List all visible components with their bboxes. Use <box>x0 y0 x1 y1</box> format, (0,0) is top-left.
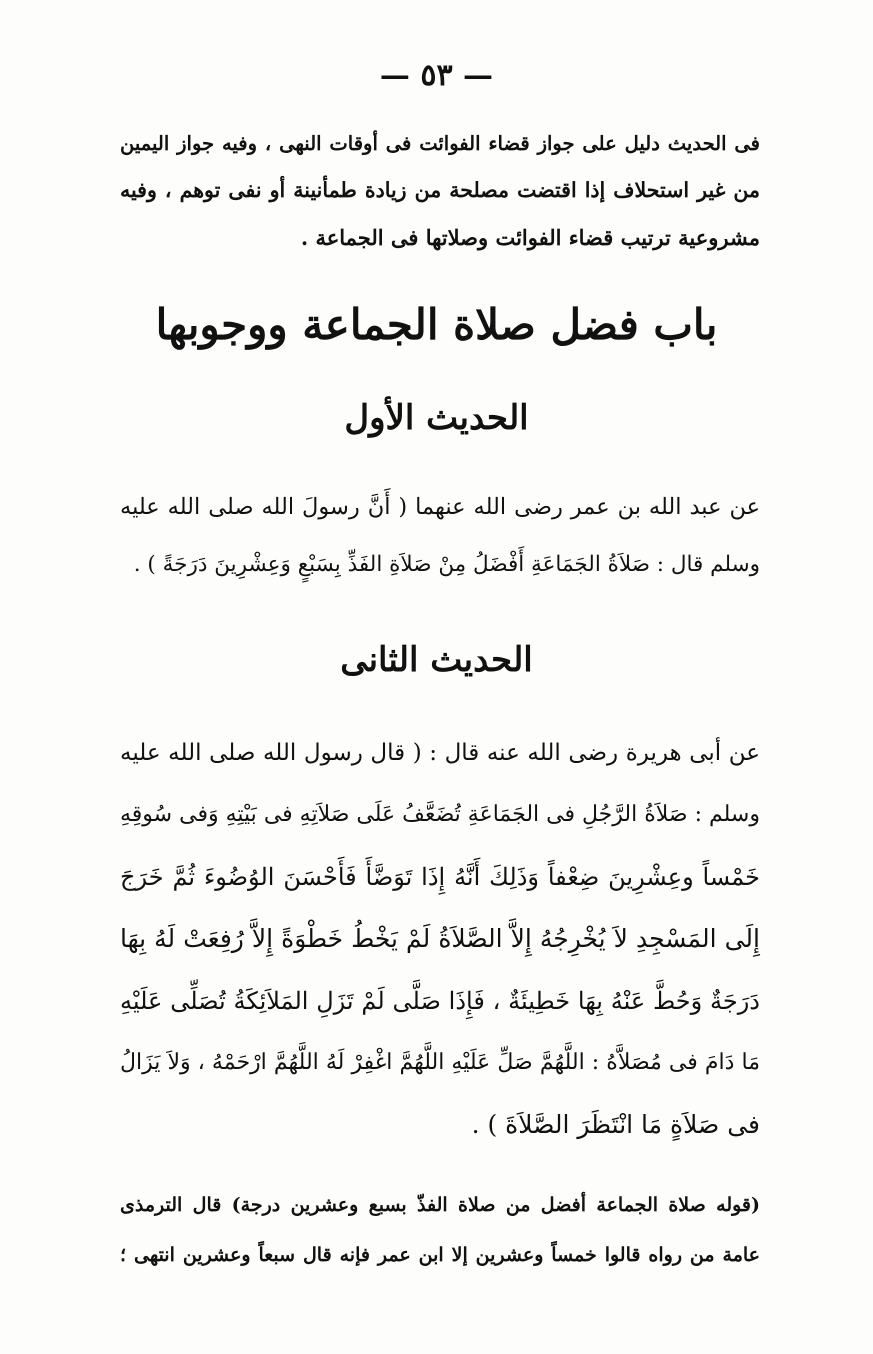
intro-line: فى الحديث دليل على جواز قضاء الفوائت فى أوقات النهى ، وفيه جواز اليمين <box>120 132 760 155</box>
hadith-1-line: عن عبد الله بن عمر رضى الله عنهما ( أَنَّ رسولَ الله صلى الله عليه <box>120 494 760 520</box>
hadith-1-line: وسلم قال : صَلاَةُ الجَمَاعَةِ أَفْضَلُ مِنْ صَلاَةِ الفَذِّ بِسَبْعٍ وَعِشْرِينَ دَرَجَةً ) . <box>133 552 760 577</box>
footnote-line: عامة من رواه قالوا خمساً وعشرين إلا ابن عمر فإنه قال سبعاً وعشرين انتهى ؛ <box>120 1244 760 1266</box>
intro-paragraph <box>120 120 760 261</box>
hadith-2-line: عن أبى هريرة رضى الله عنه قال : ( قال رسول الله صلى الله عليه <box>120 740 760 766</box>
hadith-1-heading: الحديث الأول <box>344 398 529 438</box>
footnote-line: (قوله صلاة الجماعة أفضل من صلاة الفذّ بسبع وعشرين درجة) قال الترمذى <box>120 1194 760 1216</box>
hadith-2-heading: الحديث الثانى <box>340 640 533 680</box>
hadith-2-line: مَا دَامَ فى مُصَلاَّهُ : اللَّهُمَّ صَلِّ عَلَيْهِ اللَّهُمَّ اغْفِرْ لَهُ اللَّهُمَّ ارْحَمْهُ ، وَلاَ يَزَالُ <box>120 1050 760 1075</box>
hadith-1-text <box>120 478 760 594</box>
footnote <box>120 1180 760 1280</box>
hadith-2-text <box>120 722 760 1156</box>
hadith-2-line: خَمْساً وعِشْرِينَ ضِعْفاً وَذَلِكَ أَنَّهُ إِذَا تَوَضَّأَ فَأَحْسَنَ الوُضُوءَ ثُمَّ خَرَجَ <box>120 863 760 891</box>
intro-line: مشروعية ترتيب قضاء الفوائت وصلاتها فى الجماعة . <box>300 225 760 250</box>
hadith-2-line: فى صَلاَةٍ مَا انْتَظَرَ الصَّلاَةَ ) . <box>471 1110 760 1139</box>
intro-line: من غير استحلاف إذا اقتضت مصلحة من زيادة طمأنينة أو نفى توهم ، وفيه <box>120 178 760 202</box>
hadith-2-line: إِلَى المَسْجِدِ لاَ يُخْرِجُهُ إِلاَّ الصَّلاَةُ لَمْ يَخْطُ خَطْوَةً إِلاَّ رُفِعَتْ لَهُ بِهَا <box>120 924 760 953</box>
chapter-title: باب فضل صلاة الجماعة ووجوبها <box>155 300 718 349</box>
hadith-2-line: وسلم : صَلاَةُ الرَّجُلِ فى الجَمَاعَةِ تُضَعَّفُ عَلَى صَلاَتِهِ فى بَيْتِهِ وَفى سُوقِهِ <box>120 802 760 827</box>
page-number: — ٥٣ — <box>379 58 494 93</box>
hadith-2-line: دَرَجَةٌ وَحُطَّ عَنْهُ بِهَا خَطِيئَةٌ ، فَإِذَا صَلَّى لَمْ تَزَلِ المَلاَئِكَةُ تُصَلِّى عَلَيْهِ <box>120 987 760 1015</box>
